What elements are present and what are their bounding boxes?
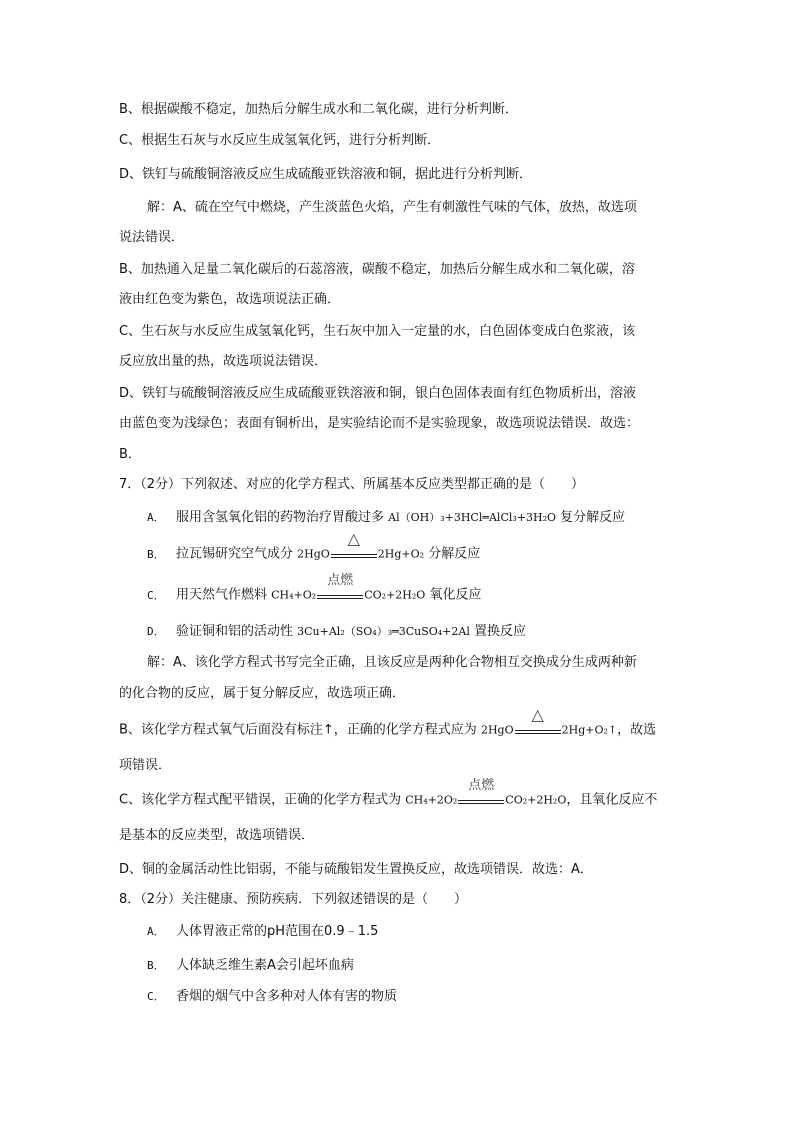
option-text: 人体缺乏维生素A会引起坏血病 [176,958,354,973]
ignite-condition: 点燃 [458,792,504,808]
equation: 3Cu+Al₂（SO₄）₃═3CuSO₄+2Al [297,625,470,638]
equation-right: CO₂+2H₂O [364,588,426,602]
q7-option-a[interactable] [147,510,625,526]
solution-line: 液由红色变为紫色，故选项说法正确． [119,292,341,307]
solution-line: 解：A、该化学方程式书写完全正确，且该反应是两种化合物相互交换成分生成两种新 [147,655,637,670]
solution-line: C、生石灰与水反应生成氢氧化钙，生石灰中加入一定量的水，白色固体变成白色浆液，该 [119,324,636,339]
option-label: C． [147,990,165,1003]
option-label: C． [147,588,165,602]
solution-line: 解：A、硫在空气中燃烧，产生淡蓝色火焰，产生有刺激性气味的气体，放热，故选项 [147,200,637,215]
option-text: 服用含氢氧化铝的药物治疗胃酸过多 [176,510,389,525]
q7-option-b[interactable] [147,529,481,563]
option-text: 人体胃液正常的pH范围在0.9﹣1.5 [176,924,379,939]
q7-option-d[interactable] [147,624,526,640]
solution-line-b: B、该化学方程式氧气后面没有标注↑，正确的化学方程式应为 2HgO △ 2Hg+O₂↑，故选 [119,705,657,738]
q8-option-c[interactable] [147,989,397,1005]
ignite-condition: 点燃 [317,587,363,603]
question-7-stem: 7．（2分）下列叙述、对应的化学方程式、所属基本反应类型都正确的是（ ） [119,477,585,492]
reaction-type: 置换反应 [469,624,527,639]
solution-line: 反应放出量的热，故选项说法错误． [119,354,328,369]
option-text: 用天然气作燃料 [176,587,272,603]
solution-line: 项错误． [119,758,172,773]
heat-condition-icon: △ [515,722,561,738]
question-8-stem: 8．（2分）关注健康、预防疾病．下列叙述错误的是（ ） [119,892,468,907]
option-label: D． [147,625,165,638]
equation-right: 2Hg+O₂ [377,547,425,561]
option-text: 拉瓦锡研究空气成分 [176,546,298,562]
option-text: 验证铜和铝的活动性 [176,624,298,639]
equation-left: CH₄+O₂ [271,588,317,602]
option-label: A． [147,925,165,938]
option-label: A． [147,511,165,524]
q8-option-a[interactable] [147,924,378,940]
q7-option-c[interactable] [147,573,482,604]
solution-line: 的化合物的反应，属于复分解反应，故选项正确． [119,686,406,701]
solution-line: 由蓝色变为浅绿色；表面有铜析出，是实验结论而不是实验现象，故选项说法错误．故选： [119,416,640,431]
analysis-line: D、铁钉与硫酸铜溶液反应生成硫酸亚铁溶液和铜，据此进行分析判断． [119,167,533,182]
reaction-type: 复分解反应 [556,510,626,525]
equation-left: 2HgO [297,547,330,561]
solution-line: 是基本的反应类型，故选项错误． [119,828,315,843]
option-label: B． [147,959,165,972]
reaction-type: 氧化反应 [425,587,482,603]
equation: Al（OH）₃+3HCl═AlCl₃+3H₂O [388,511,557,524]
analysis-line: C、根据生石灰与水反应生成氢氧化钙，进行分析判断． [119,133,441,148]
solution-line: 说法错误． [119,230,185,245]
q8-option-b[interactable] [147,958,354,974]
option-label: B． [147,547,165,561]
option-text: 香烟的烟气中含多种对人体有害的物质 [176,989,398,1004]
analysis-line: B、根据碳酸不稳定，加热后分解生成水和二氧化碳，进行分析判断． [119,102,518,117]
solution-line: D、铁钉与硫酸铜溶液反应生成硫酸亚铁溶液和铜，银白色固体表面有红色物质析出，溶液 [119,386,637,401]
heat-condition-icon: △ [331,546,377,562]
solution-line-c: C、该化学方程式配平错误，正确的化学方程式为 CH₄+2O₂ 点燃 CO₂+2H₂O，且氧化反应不 [119,778,658,808]
reaction-type: 分解反应 [424,546,481,562]
solution-line: B、加热通入足量二氧化碳后的石蕊溶液，碳酸不稳定，加热后分解生成水和二氧化碳，溶 [119,262,635,277]
solution-line: D、铜的金属活动性比铝弱，不能与硫酸铝发生置换反应，故选项错误．故选：A． [119,862,593,877]
solution-line: B． [119,447,141,462]
